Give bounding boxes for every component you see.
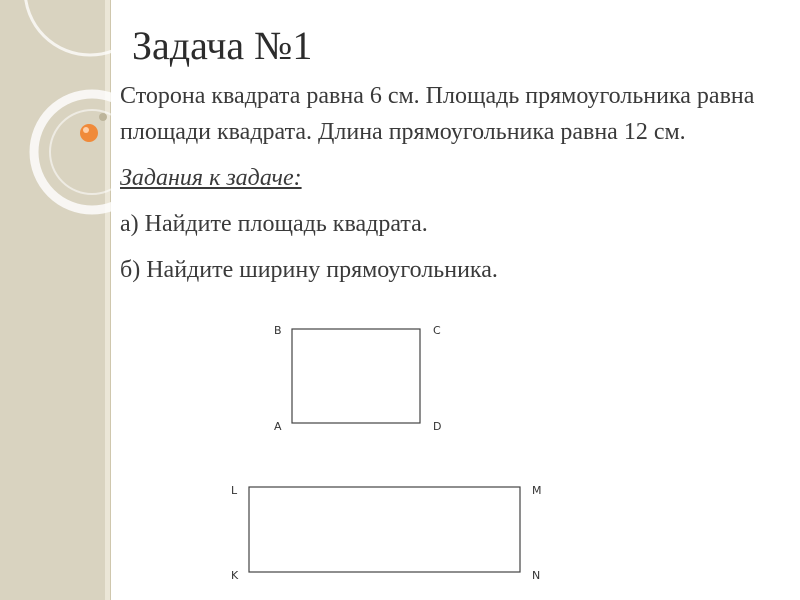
task-paragraph: Сторона квадрата равна 6 см. Площадь прямоугольника равна площади квадрата. Длина прямоугольника равна 12 см. <box>120 83 755 145</box>
geometry-figure <box>222 320 556 595</box>
task-item-a: а) Найдите площадь квадрата. <box>120 211 428 237</box>
task-text-block <box>120 78 780 288</box>
label-a: A <box>274 420 282 433</box>
label-k: K <box>231 569 239 582</box>
deco-dot-small <box>99 113 107 121</box>
label-l: L <box>231 484 238 497</box>
orange-dot-highlight <box>83 127 89 133</box>
label-c: C <box>433 324 441 337</box>
task-item-b: б) Найдите ширину прямоугольника. <box>120 257 498 283</box>
rectangle-klmn <box>249 487 520 572</box>
label-n: N <box>532 569 541 582</box>
label-b: B <box>274 324 282 337</box>
tasks-heading: Задания к задаче: <box>120 165 302 191</box>
label-m: M <box>532 484 542 497</box>
orange-dot-icon <box>80 124 98 142</box>
square-abcd <box>292 329 420 423</box>
page-title: Задача №1 <box>132 23 313 68</box>
label-d: D <box>433 420 442 433</box>
geometry-drawing <box>222 320 556 595</box>
